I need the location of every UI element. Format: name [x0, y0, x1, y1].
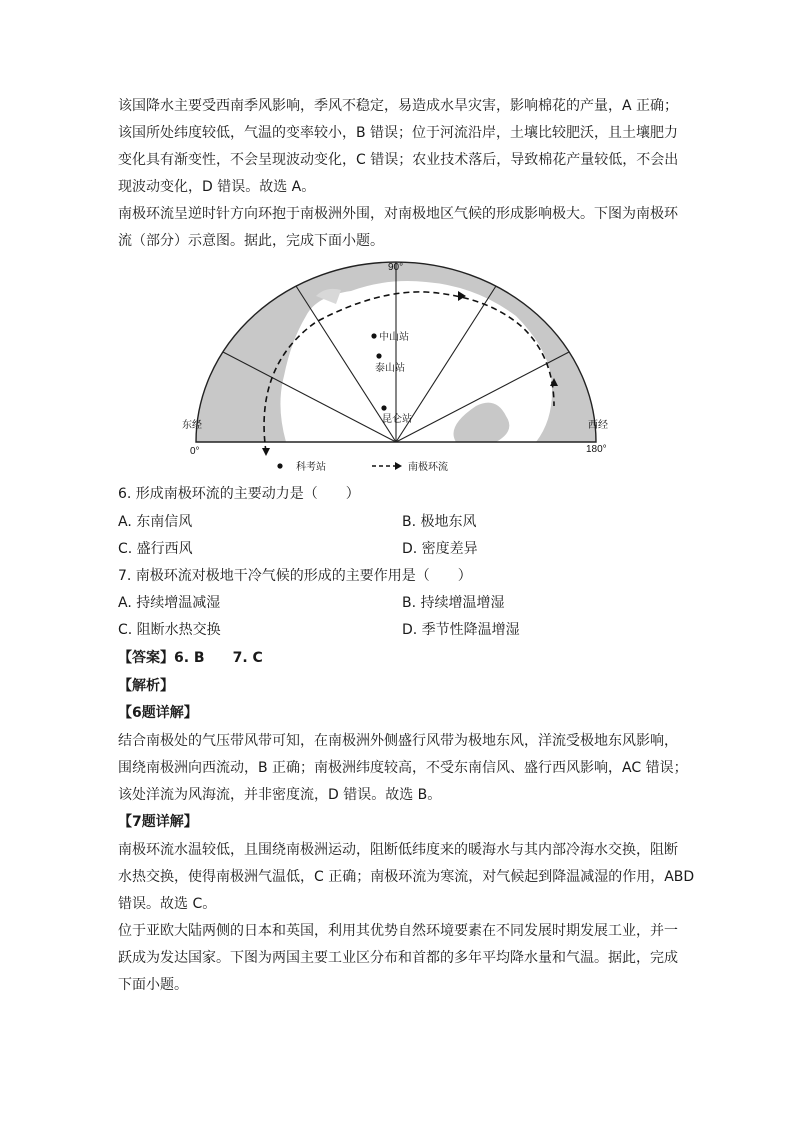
q7-detail-line-1: 南极环流水温较低，且围绕南极洲运动，阻断低纬度来的暖海水与其内部冷海水交换，阻断 [118, 842, 678, 858]
q7-option-c: C. 阻断水热交换 [118, 622, 221, 638]
map-svg [176, 256, 616, 478]
circulation-arrow-1 [262, 448, 270, 456]
antarctic-circulation-figure [176, 256, 616, 478]
label-90: 90° [388, 262, 404, 273]
station-kunlun-dot [381, 405, 386, 410]
q6-detail-line-2: 围绕南极洲向西流动，B 正确；南极洲纬度较高，不受东南信风、盛行西风影响，AC 错误； [118, 760, 688, 776]
q7-detail-line-2: 水热交换，使得南极洲气温低，C 正确；南极环流为寒流，对气候起到降温减湿的作用，ABD [118, 869, 695, 885]
legend-current-label: 南极环流 [408, 462, 448, 473]
legend-station-dot [277, 463, 282, 468]
station-kunlun-label: 昆仑站 [382, 414, 412, 425]
intro-line-1: 南极环流呈逆时针方向环抱于南极洲外围，对南极地区气候的形成影响极大。下图为南极环 [118, 206, 678, 222]
q7-detail-line-3: 错误。故选 C。 [118, 896, 217, 912]
station-taishan-label: 泰山站 [375, 363, 405, 374]
q7-stem: 7. 南极环流对极地干冷气候的形成的主要作用是（ ） [118, 568, 472, 584]
para1-line-1: 该国降水主要受西南季风影响，季风不稳定，易造成水旱灾害，影响棉花的产量，A 正确； [118, 98, 679, 114]
legend-station-label: 科考站 [296, 462, 326, 473]
answer-line: 【答案】6. B 7. C [118, 650, 263, 666]
q7-option-d: D. 季节性降温增湿 [402, 622, 520, 638]
para1-line-4: 现波动变化，D 错误。故选 A。 [118, 179, 316, 195]
next-intro-line-3: 下面小题。 [118, 977, 188, 993]
q7-option-a: A. 持续增温减湿 [118, 595, 221, 611]
q6-stem: 6. 形成南极环流的主要动力是（ ） [118, 486, 360, 502]
q7-option-b: B. 持续增温增湿 [402, 595, 505, 611]
q7-detail-title: 【7题详解】 [118, 814, 198, 830]
q6-option-a: A. 东南信风 [118, 514, 193, 530]
analysis-title: 【解析】 [118, 678, 174, 694]
label-0: 0° [190, 446, 200, 457]
label-east: 东经 [182, 420, 202, 431]
q6-detail-title: 【6题详解】 [118, 705, 198, 721]
legend-current-arrow [395, 462, 402, 470]
q6-option-b: B. 极地东风 [402, 514, 477, 530]
intro-line-2: 流（部分）示意图。据此，完成下面小题。 [118, 233, 384, 249]
q6-option-d: D. 密度差异 [402, 541, 478, 557]
para1-line-2: 该国所处纬度较低，气温的变率较小，B 错误；位于河流沿岸，土壤比较肥沃，且土壤肥力 [118, 125, 679, 141]
next-intro-line-2: 跃成为发达国家。下图为两国主要工业区分布和首都的多年平均降水量和气温。据此，完成 [118, 950, 678, 966]
q6-detail-line-3: 该处洋流为风海流，并非密度流，D 错误。故选 B。 [118, 787, 442, 803]
label-180: 180° [586, 444, 607, 455]
q6-option-c: C. 盛行西风 [118, 541, 193, 557]
station-zhongshan-dot [371, 333, 376, 338]
para1-line-3: 变化具有渐变性，不会呈现波动变化，C 错误；农业技术落后，导致棉花产量较低，不会出 [118, 152, 679, 168]
q6-detail-line-1: 结合南极处的气压带风带可知，在南极洲外侧盛行风带为极地东风，洋流受极地东风影响， [118, 733, 678, 749]
station-taishan-dot [376, 353, 381, 358]
station-zhongshan-label: 中山站 [379, 332, 409, 343]
next-intro-line-1: 位于亚欧大陆两侧的日本和英国，利用其优势自然环境要素在不同发展时期发展工业，并一 [118, 923, 678, 939]
label-west: 西经 [588, 420, 608, 431]
